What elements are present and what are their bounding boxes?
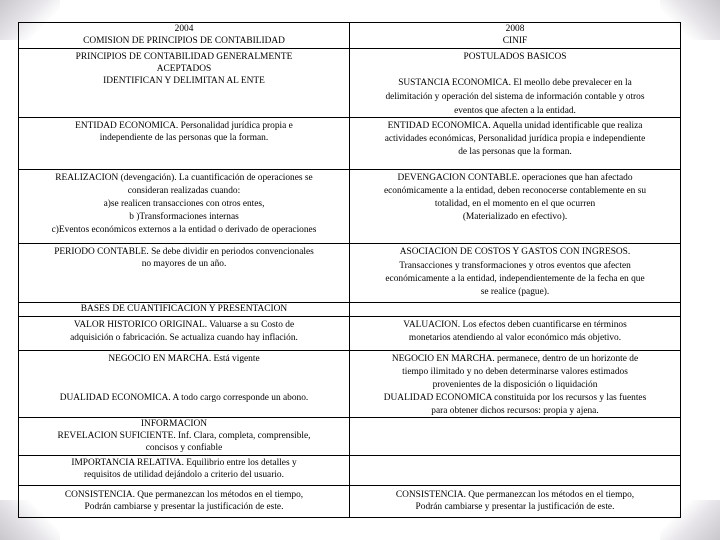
negocio-right-line-2: tiempo ilimitado y no deben determinarse valores estimados xyxy=(402,367,628,377)
importancia-left-line-2: requisitos de utilidad dejándolo a criterio del usuario. xyxy=(84,470,284,480)
informacion-left-line-1: INFORMACION xyxy=(140,419,208,429)
negocio-right-cell xyxy=(350,351,681,392)
principios-right-line-4: eventos que afecten a la entidad. xyxy=(454,106,576,116)
consistencia-right-cell xyxy=(350,486,681,518)
principios-right-cell xyxy=(350,49,681,118)
periodo-left-cell xyxy=(19,244,350,303)
principios-left-line-3: IDENTIFICAN Y DELIMITAN AL ENTE xyxy=(103,76,265,86)
valor-left-line-1: VALOR HISTORICO ORIGINAL. Valuarse a su Costo de xyxy=(73,320,295,330)
entidad-left-line-2: independiente de las personas que la forman. xyxy=(99,133,269,143)
dualidad-left-line-1: DUALIDAD ECONOMICA. A todo cargo corresponde un abono. xyxy=(59,393,309,403)
valor-right-line-1: VALUACION. Los efectos deben cuantificarse en términos xyxy=(403,320,627,330)
periodo-right-cell xyxy=(350,244,681,303)
realizacion-left-cell xyxy=(19,170,350,244)
consistencia-right-line-2: Podrán cambiarse y presentar la justificación de este. xyxy=(415,502,615,512)
principios-right-line-2: SUSTANCIA ECONOMICA. El meollo debe prevalecer en la xyxy=(398,78,632,88)
informacion-left-line-2: REVELACION SUFICIENTE. Inf. Clara, completa, comprensible, xyxy=(57,431,311,441)
principios-left-line-1: PRINCIPIOS DE CONTABILIDAD GENERALMENTE xyxy=(75,52,293,62)
header-left-org: COMISION DE PRINCIPIOS DE CONTABILIDAD xyxy=(83,36,285,46)
negocio-left-line-1: NEGOCIO EN MARCHA. Está vigente xyxy=(108,354,260,364)
informacion-left-cell xyxy=(19,418,350,456)
header-left-year: 2004 xyxy=(174,24,194,34)
dualidad-row xyxy=(19,391,681,418)
consistencia-left-line-2: Podrán cambiarse y presentar la justificación de este. xyxy=(84,502,284,512)
realizacion-right-line-3: totalidad, en el momento en el que ocurren xyxy=(434,199,596,209)
principios-right-line-1: POSTULADOS BASICOS xyxy=(463,52,567,62)
dualidad-right-line-1: DUALIDAD ECONOMICA constituida por los recursos y las fuentes xyxy=(383,393,647,403)
bases-row xyxy=(19,303,681,317)
valor-left-line-2: adquisición o fabricación. Se actualiza cuando hay inflación. xyxy=(70,333,298,343)
realizacion-left-line-2: consideran realizadas cuando: xyxy=(127,186,241,196)
header-right-year: 2008 xyxy=(505,24,525,34)
entidad-right-line-1: ENTIDAD ECONOMICA. Aquella unidad identificable que realiza xyxy=(387,121,643,131)
realizacion-left-line-3: a)se realicen transacciones con otros entes, xyxy=(103,199,265,209)
periodo-right-line-4: se realice (pague). xyxy=(480,287,550,297)
valor-right-line-2: monetarios atendiendo al valor económico más objetivo. xyxy=(408,333,622,343)
realizacion-left-line-5: c)Eventos económicos externos a la entidad o derivado de operaciones xyxy=(51,225,317,235)
valor-right-cell xyxy=(350,317,681,351)
entidad-row xyxy=(19,118,681,170)
bases-left-cell xyxy=(19,303,350,317)
negocio-right-line-3: provenientes de la disposición o liquidación xyxy=(432,380,598,390)
periodo-row xyxy=(19,244,681,303)
consistencia-right-line-1: CONSISTENCIA. Que permanezcan los métodos en el tiempo, xyxy=(395,490,635,500)
entidad-left-cell xyxy=(19,118,350,170)
realizacion-right-cell xyxy=(350,170,681,244)
periodo-right-line-1: ASOCIACION DE COSTOS Y GASTOS CON INGRESOS. xyxy=(399,247,631,257)
dualidad-right-cell xyxy=(350,391,681,418)
importancia-left-cell xyxy=(19,456,350,486)
entidad-right-line-3: de las personas que la forman. xyxy=(458,147,572,157)
realizacion-row xyxy=(19,170,681,244)
periodo-right-line-2: Transacciones y transformaciones y otros eventos que afecten xyxy=(399,261,631,271)
negocio-left-cell xyxy=(19,351,350,392)
bases-left-line-1: BASES DE CUANTIFICACION Y PRESENTACION xyxy=(80,304,288,314)
header-row xyxy=(19,23,681,49)
informacion-row xyxy=(19,418,681,456)
realizacion-left-line-1: REALIZACION (devengación). La cuantificación de operaciones se xyxy=(55,173,313,183)
principios-left-cell xyxy=(19,49,350,118)
consistencia-row xyxy=(19,486,681,518)
importancia-row xyxy=(19,456,681,486)
periodo-left-line-2: no mayores de un año. xyxy=(141,259,227,269)
principios-right-line-3: delimitación y operación del sistema de información contable y otros xyxy=(385,92,645,102)
dualidad-left-cell xyxy=(19,391,350,418)
realizacion-right-line-4: (Materializado en efectivo). xyxy=(462,212,568,222)
negocio-right-line-1: NEGOCIO EN MARCHA. permanece, dentro de un horizonte de xyxy=(391,354,639,364)
entidad-left-line-1: ENTIDAD ECONOMICA. Personalidad jurídica propia e xyxy=(75,121,293,131)
informacion-right-cell xyxy=(350,418,681,456)
periodo-left-line-1: PERIODO CONTABLE. Se debe dividir en periodos convencionales xyxy=(54,247,314,257)
realizacion-right-line-2: económicamente a la entidad, deben reconocerse contablemente en su xyxy=(383,186,647,196)
comparison-table xyxy=(18,22,681,518)
dualidad-right-line-2: para obtener dichos recursos: propia y ajena. xyxy=(431,406,599,416)
header-right-cell xyxy=(350,23,681,49)
valor-left-cell xyxy=(19,317,350,351)
importancia-right-cell xyxy=(350,456,681,486)
principios-row xyxy=(19,49,681,118)
entidad-right-cell xyxy=(350,118,681,170)
consistencia-left-cell xyxy=(19,486,350,518)
periodo-right-line-3: económicamente a la entidad, independientemente de la fecha en que xyxy=(385,274,645,284)
negocio-row xyxy=(19,351,681,392)
entidad-right-line-2: actividades económicas, Personalidad jurídica propia e independiente xyxy=(384,134,646,144)
realizacion-right-line-1: DEVENGACION CONTABLE. operaciones que han afectado xyxy=(397,173,633,183)
importancia-left-line-1: IMPORTANCIA RELATIVA. Equilibrio entre los detalles y xyxy=(71,458,297,468)
principios-left-line-2: ACEPTADOS xyxy=(156,64,212,74)
informacion-left-line-3: concisos y confiable xyxy=(145,443,223,453)
bases-right-cell xyxy=(350,303,681,317)
consistencia-left-line-1: CONSISTENCIA. Que permanezcan los métodos en el tiempo, xyxy=(64,490,304,500)
header-left-cell xyxy=(19,23,350,49)
header-right-org: CINIF xyxy=(502,36,528,46)
realizacion-left-line-4: b )Transformaciones internas xyxy=(129,212,239,222)
valor-row xyxy=(19,317,681,351)
